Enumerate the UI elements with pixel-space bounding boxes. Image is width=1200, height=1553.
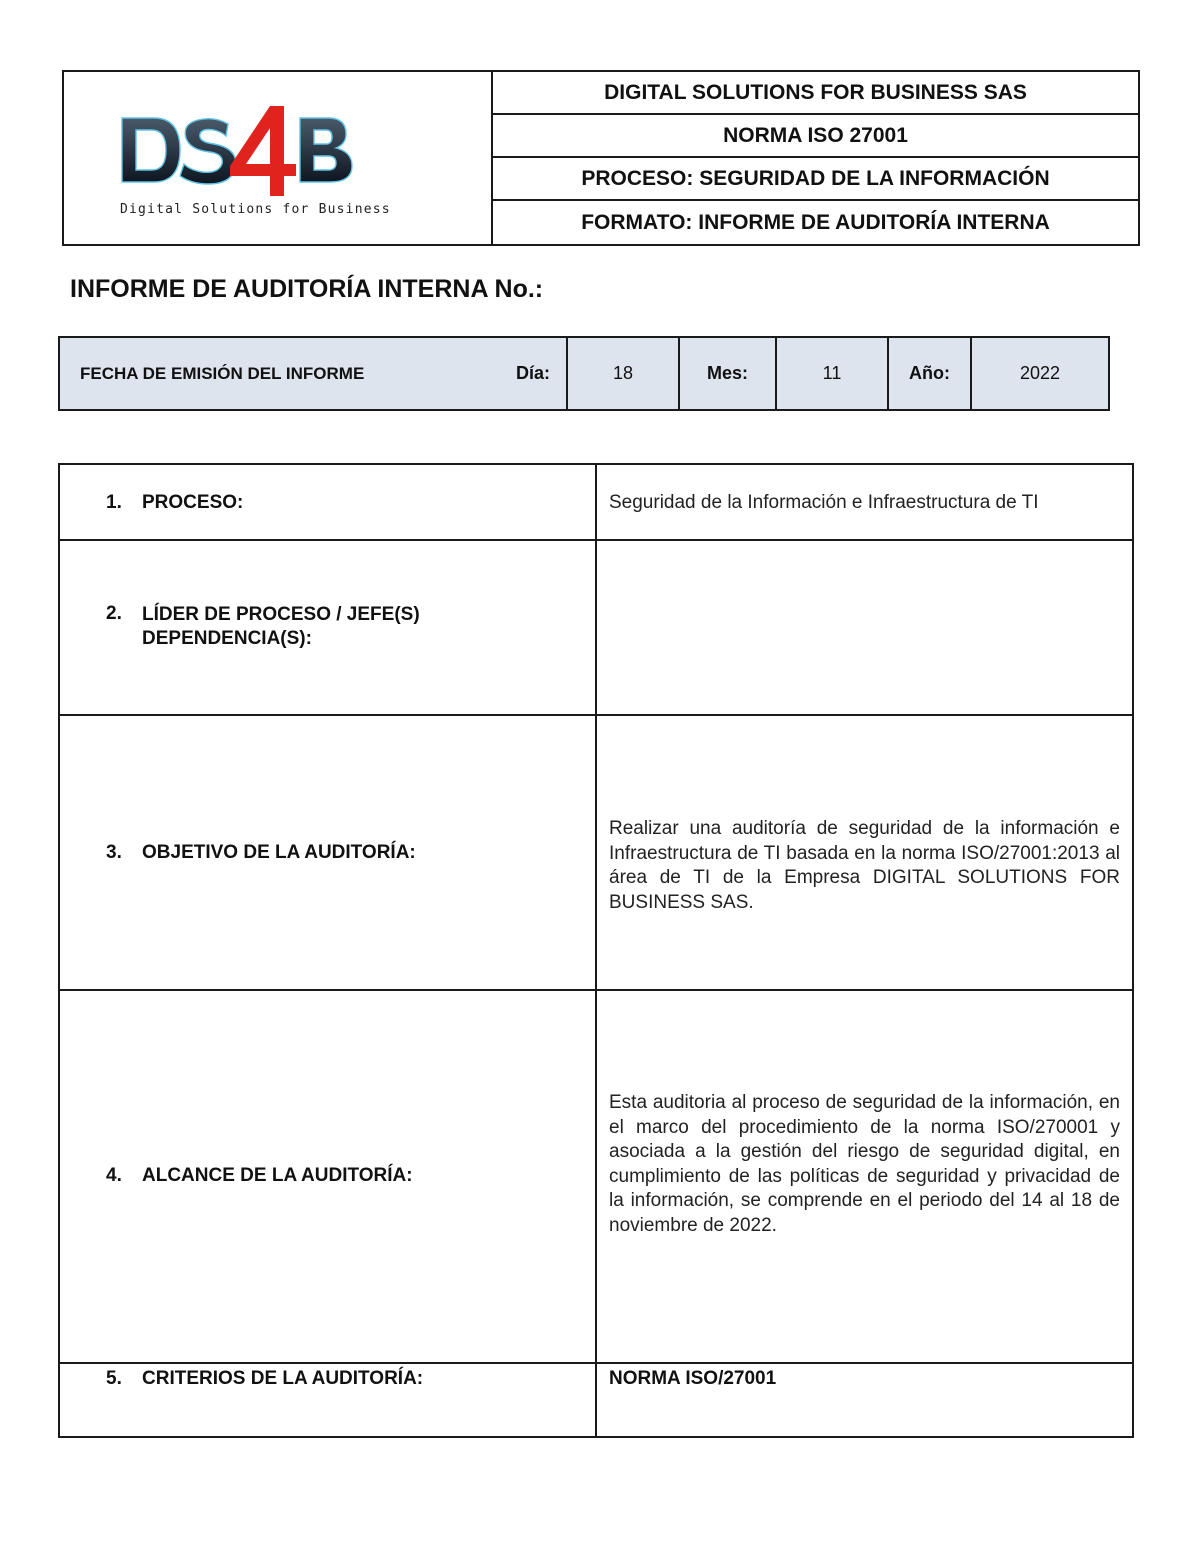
table-row (60, 991, 1132, 1364)
row-label (106, 603, 420, 651)
process-name: PROCESO: SEGURIDAD DE LA INFORMACIÓN (493, 158, 1138, 201)
row-value-cell (597, 1364, 1132, 1436)
row-value-cell (597, 465, 1132, 539)
row-number: 3. (106, 842, 122, 863)
objective-value: Realizar una auditoría de seguridad de la información e Infraestructura de TI basada en la norma ISO/27001:2013 al área de TI de la Empresa DIGITAL SOLUTIONS FOR BUSINESS SAS. (609, 818, 1120, 913)
table-row (60, 541, 1132, 716)
day-label: Día: (515, 363, 550, 383)
row-label-text: ALCANCE DE LA AUDITORÍA: (142, 1165, 413, 1186)
day-value: 18 (566, 338, 678, 409)
company-logo (64, 72, 493, 244)
row-label-cell (60, 1364, 597, 1436)
row-label-cell (60, 465, 597, 539)
row-label (106, 1368, 423, 1390)
audit-info-table (58, 463, 1134, 1438)
row-value-cell (597, 991, 1132, 1362)
row-label-cell (60, 716, 597, 989)
company-name: DIGITAL SOLUTIONS FOR BUSINESS SAS (493, 72, 1138, 115)
issue-date-label: FECHA DE EMISIÓN DEL INFORME (80, 363, 365, 383)
logo-tagline: Digital Solutions for Business (120, 202, 391, 217)
table-row (60, 1364, 1132, 1436)
report-title: INFORME DE AUDITORÍA INTERNA No.: (70, 275, 544, 303)
issue-date-bar (58, 336, 1110, 411)
row-label-text: PROCESO: (142, 492, 244, 513)
row-label (106, 492, 243, 514)
criteria-value: NORMA ISO/27001 (609, 1368, 777, 1389)
row-number: 2. (106, 603, 122, 624)
row-number: 4. (106, 1165, 122, 1186)
row-number: 5. (106, 1368, 122, 1389)
row-label-line-2: DEPENDENCIA(S): (142, 628, 312, 649)
row-number: 1. (106, 492, 122, 513)
year-label: Año: (887, 338, 970, 409)
document-header (62, 70, 1140, 246)
row-value-cell (597, 541, 1132, 714)
scope-value: Esta auditoria al proceso de seguridad de la información, en el marco del procedimiento de la norma ISO/270001 y asociada a la gestión del riesgo de seguridad digital, en cumplimiento de las políticas de seguridad y privacidad de la información, se comprende en el periodo del 14 al 18 de noviembre de 2022. (609, 1092, 1120, 1236)
month-value: 11 (775, 338, 887, 409)
row-label-text: CRITERIOS DE LA AUDITORÍA: (142, 1368, 424, 1389)
table-row (60, 716, 1132, 991)
row-label-text (142, 603, 420, 651)
logo-cell (64, 72, 493, 244)
standard-name: NORMA ISO 27001 (493, 115, 1138, 158)
month-label: Mes: (678, 338, 775, 409)
row-value-cell (597, 716, 1132, 989)
year-value: 2022 (970, 338, 1108, 409)
row-label-cell (60, 541, 597, 714)
format-name: FORMATO: INFORME DE AUDITORÍA INTERNA (581, 210, 1050, 234)
row-label (106, 842, 416, 864)
row-label-text: OBJETIVO DE LA AUDITORÍA: (142, 842, 416, 863)
row-label-cell (60, 991, 597, 1362)
row-label (106, 1165, 413, 1187)
table-row (60, 465, 1132, 541)
process-value: Seguridad de la Información e Infraestructura de TI (609, 492, 1039, 513)
row-label-line-1: LÍDER DE PROCESO / JEFE(S) (142, 604, 420, 625)
